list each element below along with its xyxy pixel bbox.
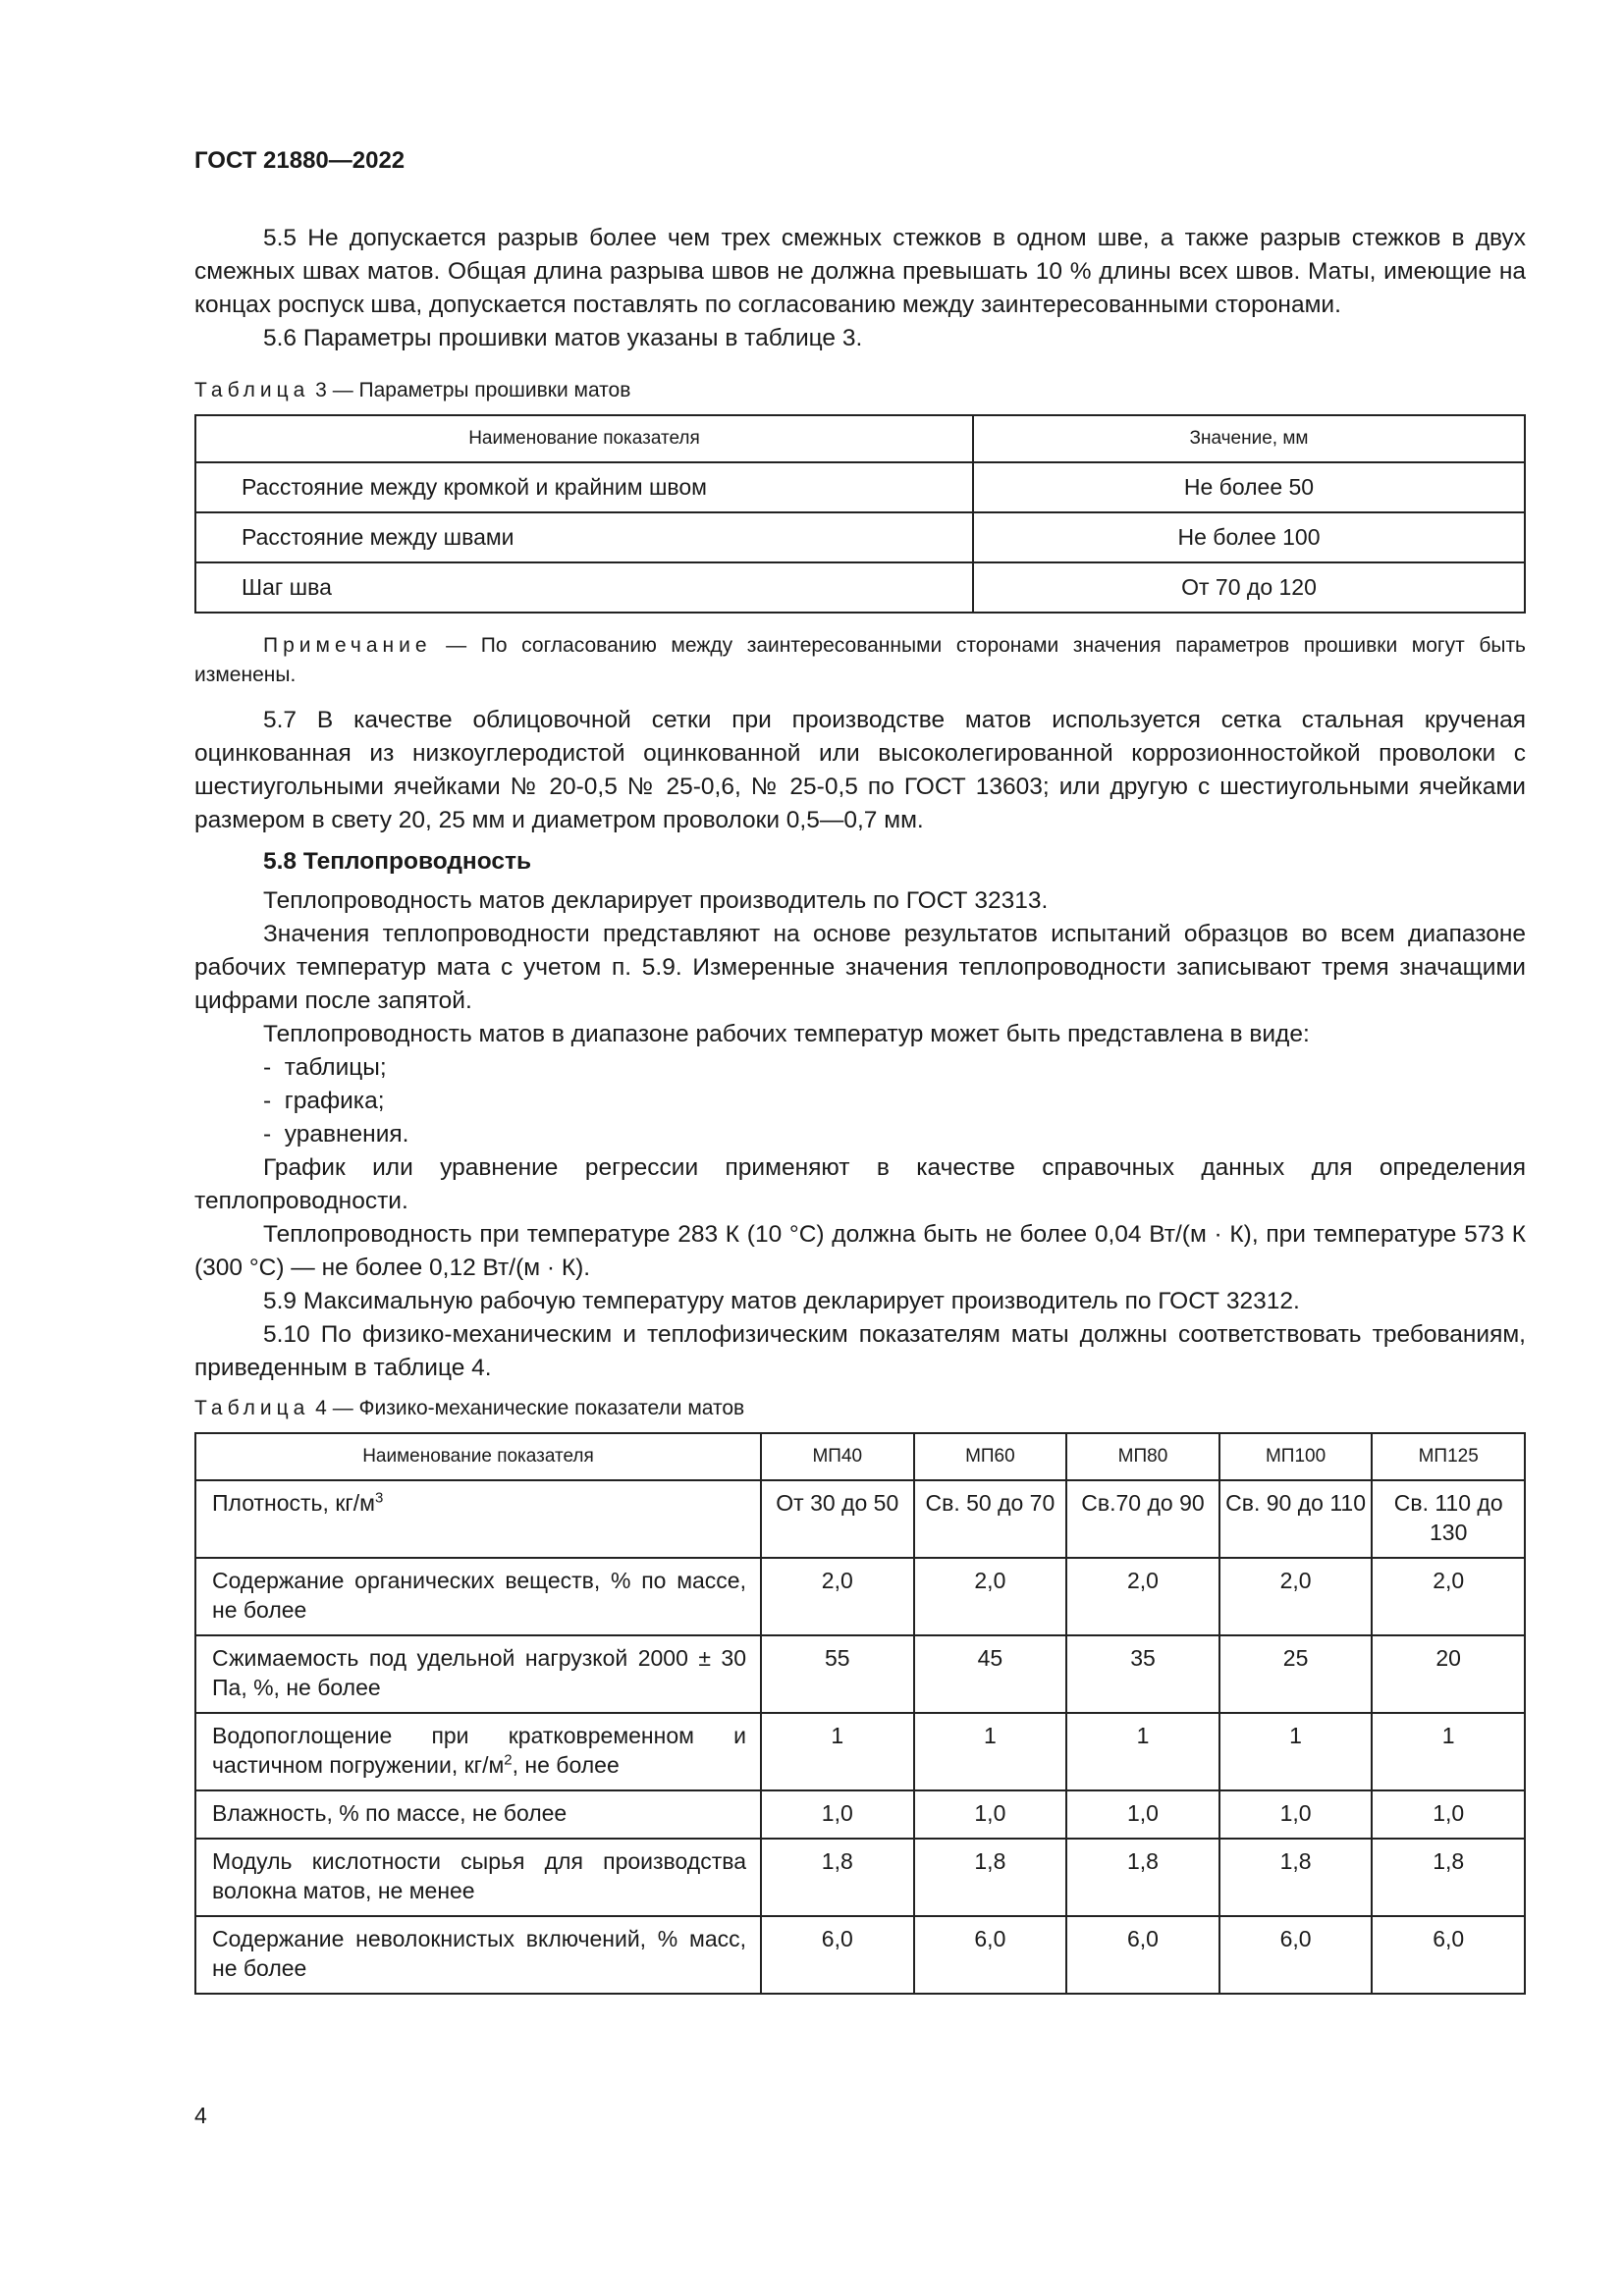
table-cell: Св.70 до 90 (1066, 1480, 1219, 1558)
table-cell: Содержание органических веществ, % по массе, не более (195, 1558, 761, 1635)
table-cell: Св. 110 до 130 (1372, 1480, 1525, 1558)
paragraph-5-8-4: График или уравнение регрессии применяют в качестве справочных данных для определения теплопроводности. (194, 1154, 1526, 1214)
paragraph-5-8-5: Теплопроводность при температуре 283 К (10 °С) должна быть не более 0,04 Вт/(м · К), при температуре 573 К (300 °С) — не более 0,12 Вт/(м · К). (194, 1221, 1526, 1281)
table-cell: 6,0 (1219, 1916, 1373, 1994)
list-item: - таблицы; (194, 1051, 1526, 1085)
table4 (194, 1432, 1526, 1995)
table-cell: 1 (1219, 1713, 1373, 1790)
table-cell: 1 (761, 1713, 914, 1790)
paragraph-5-8-3: Теплопроводность матов в диапазоне рабочих температур может быть представлена в виде: (263, 1021, 1310, 1047)
table-cell: 6,0 (1372, 1916, 1525, 1994)
table-cell: 6,0 (761, 1916, 914, 1994)
table-cell: 1,0 (914, 1790, 1067, 1839)
table-cell: 1,0 (1219, 1790, 1373, 1839)
table-cell: 6,0 (914, 1916, 1067, 1994)
table-cell: 2,0 (1219, 1558, 1373, 1635)
table-cell: 1 (1372, 1713, 1525, 1790)
table4-label: Таблица (194, 1397, 310, 1419)
table-row (195, 1558, 1525, 1635)
section-heading-5-8: 5.8 Теплопроводность (263, 848, 532, 875)
table-row (195, 1713, 1525, 1790)
table3-header-value: Значение, мм (973, 415, 1525, 462)
table4-header-name: Наименование показателя (195, 1433, 761, 1480)
table4-header-row (195, 1433, 1525, 1480)
table3-header-row (195, 415, 1525, 462)
table-cell: Св. 90 до 110 (1219, 1480, 1373, 1558)
table-cell: 25 (1219, 1635, 1373, 1713)
table-cell: 2,0 (1066, 1558, 1219, 1635)
list-item: - уравнения. (194, 1118, 1526, 1151)
table-cell: 1,8 (761, 1839, 914, 1916)
table4-header-mp80: МП80 (1066, 1433, 1219, 1480)
table-cell: От 30 до 50 (761, 1480, 914, 1558)
table-row (195, 1635, 1525, 1713)
table-cell: 2,0 (1372, 1558, 1525, 1635)
paragraph-5-5: 5.5 Не допускается разрыв более чем трех смежных стежков в одном шве, а также разрыв стежков в двух смежных швах матов. Общая длина разрыва швов не должна превышать 10 % длины всех швов. Маты, имеющие на концах роспуск шва, допускается поставлять по согласованию между заинтересованными сторонами. (194, 225, 1526, 318)
table-cell: 55 (761, 1635, 914, 1713)
table3-label: Таблица (194, 379, 310, 401)
table-cell: Влажность, % по массе, не более (195, 1790, 761, 1839)
table-cell: Не более 100 (973, 512, 1525, 562)
table-cell: Содержание неволокнистых включений, % масс, не более (195, 1916, 761, 1994)
table-row (195, 1839, 1525, 1916)
table-cell: 1,0 (1372, 1790, 1525, 1839)
table4-caption (194, 1397, 1526, 1420)
table4-title: 4 — Физико-механические показатели матов (309, 1397, 745, 1419)
table-cell: 1 (914, 1713, 1067, 1790)
table3-note (194, 631, 1526, 690)
table4-header-mp100: МП100 (1219, 1433, 1373, 1480)
document-page (194, 147, 1526, 1995)
row-name: Плотность, кг/м (212, 1490, 375, 1516)
table-cell: 1,8 (1066, 1839, 1219, 1916)
note-label: Примечание (263, 634, 432, 657)
superscript: 3 (374, 1489, 384, 1507)
table-row (195, 462, 1525, 512)
superscript: 2 (504, 1751, 513, 1769)
paragraph-5-10: 5.10 По физико-механическим и теплофизическим показателям маты должны соответствовать требованиям, приведенным в таблице 4. (194, 1321, 1526, 1381)
list-item: - графика; (194, 1085, 1526, 1118)
table4-header-mp60: МП60 (914, 1433, 1067, 1480)
table-cell: 35 (1066, 1635, 1219, 1713)
table-cell (195, 1713, 761, 1790)
table4-header-mp125: МП125 (1372, 1433, 1525, 1480)
page-number: 4 (194, 2103, 207, 2128)
table-cell: Св. 50 до 70 (914, 1480, 1067, 1558)
table-cell: Сжимаемость под удельной нагрузкой 2000 ± 30 Па, %, не более (195, 1635, 761, 1713)
table-cell: 2,0 (914, 1558, 1067, 1635)
table-cell: От 70 до 120 (973, 562, 1525, 613)
table3-header-name: Наименование показателя (195, 415, 973, 462)
table3 (194, 414, 1526, 614)
table-cell: 1,0 (761, 1790, 914, 1839)
table-cell: 2,0 (761, 1558, 914, 1635)
table-cell: 1,8 (1372, 1839, 1525, 1916)
paragraph-5-8-1: Теплопроводность матов декларирует производитель по ГОСТ 32313. (263, 887, 1049, 914)
table-row (195, 512, 1525, 562)
paragraph-5-6: 5.6 Параметры прошивки матов указаны в таблице 3. (263, 325, 863, 351)
paragraph-5-7: 5.7 В качестве облицовочной сетки при производстве матов используется сетка стальная крученая оцинкованная из низкоуглеродистой оцинкованной или высоколегированной коррозионностойкой проволоки с шестиугольными ячейками № 20-0,5 № 25-0,6, № 25-0,5 по ГОСТ 13603; или другую с шестиугольными ячейками размером в свету 20, 25 мм и диаметром проволоки 0,5—0,7 мм. (194, 707, 1526, 833)
table-row (195, 1790, 1525, 1839)
row-name-tail: , не более (512, 1752, 620, 1778)
table-cell: Расстояние между кромкой и крайним швом (195, 462, 973, 512)
note-text: — По согласованию между заинтересованными сторонами значения параметров прошивки могут быть изменены. (194, 634, 1526, 686)
table-cell: 6,0 (1066, 1916, 1219, 1994)
table-row (195, 1916, 1525, 1994)
paragraph-5-8-2: Значения теплопроводности представляют на основе результатов испытаний образцов во всем диапазоне рабочих температур мата с учетом п. 5.9. Измеренные значения теплопроводности записывают тремя значащими цифрами после запятой. (194, 921, 1526, 1014)
table4-header-mp40: МП40 (761, 1433, 914, 1480)
document-code: ГОСТ 21880—2022 (194, 147, 406, 174)
table3-title: 3 — Параметры прошивки матов (309, 379, 631, 401)
table3-caption (194, 379, 1526, 402)
table-row (195, 1480, 1525, 1558)
table-cell: 20 (1372, 1635, 1525, 1713)
table-cell: Расстояние между швами (195, 512, 973, 562)
table-cell: 1,8 (1219, 1839, 1373, 1916)
row-name: Водопоглощение при кратковременном и частичном погружении, кг/м (212, 1723, 746, 1778)
table-cell (195, 1480, 761, 1558)
table-cell: 1,8 (914, 1839, 1067, 1916)
table-cell: 1,0 (1066, 1790, 1219, 1839)
table-cell: 1 (1066, 1713, 1219, 1790)
table-cell: 45 (914, 1635, 1067, 1713)
table-cell: Шаг шва (195, 562, 973, 613)
table-cell: Не более 50 (973, 462, 1525, 512)
table-cell: Модуль кислотности сырья для производства волокна матов, не менее (195, 1839, 761, 1916)
table-row (195, 562, 1525, 613)
paragraph-5-9: 5.9 Максимальную рабочую температуру матов декларирует производитель по ГОСТ 32312. (263, 1288, 1300, 1314)
